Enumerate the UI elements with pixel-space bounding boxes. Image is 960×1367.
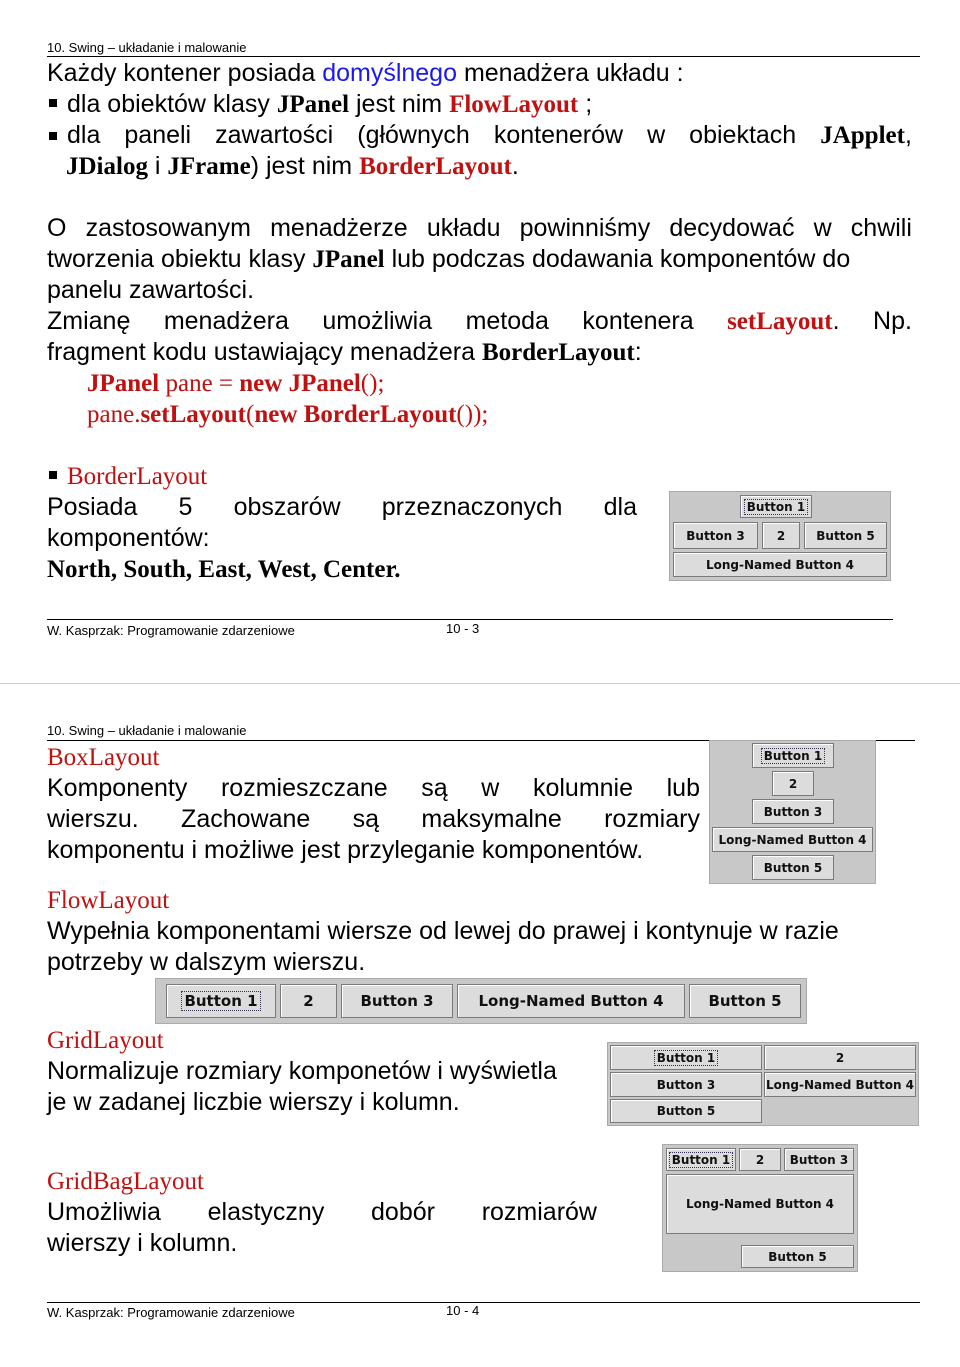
boxlayout-title: BoxLayout bbox=[47, 744, 160, 771]
code-token: ()); bbox=[456, 401, 489, 428]
text: . bbox=[832, 307, 840, 335]
para2-line1 bbox=[47, 306, 912, 337]
gridlayout-demo bbox=[607, 1042, 919, 1126]
text: i bbox=[147, 152, 168, 180]
gridlayout-title: GridLayout bbox=[47, 1027, 164, 1054]
class-name: JPanel bbox=[312, 246, 385, 273]
text: menadżera układu : bbox=[457, 59, 684, 87]
para1-line3: panelu zawartości. bbox=[47, 276, 255, 304]
text: tworzenia obiektu klasy bbox=[47, 245, 313, 273]
word: O bbox=[47, 214, 67, 242]
para2-line2 bbox=[47, 337, 642, 368]
word: dla bbox=[67, 121, 101, 149]
borderlayout-line2: komponentów: bbox=[47, 524, 210, 552]
gridbaglayout-demo bbox=[662, 1144, 858, 1272]
demo-button-4[interactable]: Long-Named Button 4 bbox=[764, 1072, 916, 1097]
text: jest nim bbox=[349, 90, 450, 118]
class-name: BorderLayout bbox=[481, 339, 635, 366]
class-name: JPanel bbox=[276, 91, 350, 118]
flowlayout-line2: potrzeby w dalszym wierszu. bbox=[47, 948, 366, 976]
borderlayout-heading bbox=[47, 461, 207, 492]
boxlayout-line2 bbox=[47, 804, 700, 835]
borderlayout-demo bbox=[669, 491, 891, 581]
demo-button-2[interactable]: 2 bbox=[762, 522, 800, 549]
text: ; bbox=[578, 90, 593, 118]
word: w bbox=[813, 214, 832, 242]
flowlayout-demo bbox=[155, 978, 807, 1024]
word: Zachowane bbox=[181, 805, 311, 833]
word: maksymalne bbox=[421, 805, 562, 833]
word: metoda bbox=[465, 307, 549, 335]
footer-author: W. Kasprzak: Programowanie zdarzeniowe bbox=[47, 1305, 295, 1320]
slide-header: 10. Swing – układanie i malowanie bbox=[47, 723, 247, 738]
word: umożliwia bbox=[322, 307, 433, 335]
demo-button-2[interactable]: 2 bbox=[739, 1148, 781, 1171]
demo-button-3[interactable]: Button 3 bbox=[341, 984, 453, 1018]
word: 5 bbox=[178, 493, 193, 521]
text: , bbox=[904, 121, 912, 149]
code-token: new JPanel bbox=[239, 370, 361, 397]
demo-button-4[interactable]: Long-Named Button 4 bbox=[712, 827, 873, 852]
bullet-icon bbox=[49, 471, 57, 479]
code-token: pane. bbox=[87, 401, 141, 428]
demo-button-2[interactable]: 2 bbox=[772, 771, 814, 796]
word: obszarów bbox=[233, 493, 341, 521]
footer-page-number: 10 - 4 bbox=[446, 1303, 480, 1318]
word: menadżerze bbox=[270, 214, 408, 242]
word: Np. bbox=[873, 307, 912, 335]
demo-button-1[interactable]: Button 1 bbox=[740, 495, 812, 518]
class-name: JDialog bbox=[66, 153, 148, 180]
word: zawartości bbox=[215, 121, 334, 149]
code-token: setLayout bbox=[140, 401, 247, 428]
class-name: JApplet bbox=[820, 122, 905, 149]
text: fragment kodu ustawiający menadżera bbox=[47, 338, 482, 366]
word: wierszu. bbox=[47, 805, 139, 833]
word: zastosowanym bbox=[85, 214, 251, 242]
text: . bbox=[511, 152, 519, 180]
demo-button-1[interactable]: Button 1 bbox=[666, 1148, 736, 1171]
footer-rule bbox=[47, 1302, 920, 1303]
para1-line2 bbox=[47, 244, 850, 275]
footer-author: W. Kasprzak: Programowanie zdarzeniowe bbox=[47, 623, 295, 638]
text: lub podczas dodawania komponentów do bbox=[384, 245, 851, 273]
demo-button-5[interactable]: Button 5 bbox=[689, 984, 801, 1018]
demo-button-3[interactable]: Button 3 bbox=[784, 1148, 854, 1171]
demo-button-5[interactable]: Button 5 bbox=[804, 522, 887, 549]
footer-rule bbox=[47, 619, 893, 620]
word: kontenerów bbox=[493, 121, 624, 149]
word: są bbox=[421, 774, 448, 802]
layout-name: FlowLayout bbox=[449, 91, 579, 118]
code-line-1 bbox=[87, 368, 384, 399]
bullet-content-panes bbox=[47, 120, 912, 151]
word: rozmiary bbox=[604, 805, 700, 833]
word: lub bbox=[666, 774, 700, 802]
borderlayout-regions: North, South, East, West, Center. bbox=[47, 556, 401, 583]
boxlayout-line3: komponentu i możliwe jest przyleganie komponentów. bbox=[47, 836, 644, 864]
demo-button-5[interactable]: Button 5 bbox=[741, 1245, 854, 1268]
word: rozmieszczane bbox=[220, 774, 388, 802]
demo-button-2[interactable]: 2 bbox=[280, 984, 337, 1018]
intro-line bbox=[47, 58, 684, 89]
word: kolumnie bbox=[532, 774, 634, 802]
gridlayout-line2: je w zadanej liczbie wierszy i kolumn. bbox=[47, 1088, 460, 1116]
demo-button-4[interactable]: Long-Named Button 4 bbox=[673, 552, 887, 577]
code-token: new BorderLayout bbox=[254, 401, 457, 428]
word: przeznaczonych bbox=[381, 493, 563, 521]
demo-button-5[interactable]: Button 5 bbox=[610, 1099, 762, 1123]
word: obiektach bbox=[689, 121, 797, 149]
word: paneli bbox=[124, 121, 192, 149]
flowlayout-title: FlowLayout bbox=[47, 887, 170, 914]
word: Zmianę bbox=[47, 307, 131, 335]
borderlayout-line1 bbox=[47, 492, 637, 523]
demo-button-5[interactable]: Button 5 bbox=[752, 855, 834, 880]
word: rozmiarów bbox=[481, 1198, 597, 1226]
word: menadżera bbox=[163, 307, 289, 335]
word: dla bbox=[603, 493, 637, 521]
word: decydować bbox=[669, 214, 795, 242]
demo-button-1[interactable]: Button 1 bbox=[166, 984, 276, 1018]
para1-line1 bbox=[47, 213, 912, 244]
code-token: ( bbox=[246, 401, 255, 428]
demo-button-3[interactable]: Button 3 bbox=[752, 799, 834, 824]
word: układu bbox=[426, 214, 501, 242]
section-title: BorderLayout bbox=[67, 463, 208, 490]
gridbaglayout-line1 bbox=[47, 1197, 597, 1228]
gridlayout-line1: Normalizuje rozmiary komponetów i wyświetla bbox=[47, 1057, 557, 1085]
text: ) jest nim bbox=[250, 152, 360, 180]
demo-button-2[interactable]: 2 bbox=[764, 1045, 916, 1070]
gridbaglayout-line2: wierszy i kolumn. bbox=[47, 1229, 238, 1257]
class-name: JFrame bbox=[167, 153, 251, 180]
word: w bbox=[647, 121, 666, 149]
word: Posiada bbox=[47, 493, 138, 521]
footer-page-number: 10 - 3 bbox=[446, 621, 480, 636]
demo-button-1[interactable]: Button 1 bbox=[610, 1045, 762, 1070]
code-line-2 bbox=[87, 399, 488, 430]
bullet-icon bbox=[49, 132, 57, 140]
word: są bbox=[352, 805, 380, 833]
keyword: domyślnego bbox=[322, 59, 457, 87]
bullet-jpanel bbox=[47, 89, 592, 120]
text: Każdy kontener posiada bbox=[47, 59, 323, 87]
demo-button-4[interactable]: Long-Named Button 4 bbox=[666, 1174, 854, 1234]
text: : bbox=[634, 338, 642, 366]
demo-button-3[interactable]: Button 3 bbox=[610, 1072, 762, 1097]
bullet-content-panes-cont bbox=[66, 151, 519, 182]
word: powinniśmy bbox=[519, 214, 651, 242]
demo-button-3[interactable]: Button 3 bbox=[673, 522, 758, 549]
bullet-icon bbox=[49, 99, 57, 107]
header-rule bbox=[47, 56, 920, 57]
word: w bbox=[481, 774, 500, 802]
word: elastyczny bbox=[207, 1198, 325, 1226]
word: dobór bbox=[371, 1198, 435, 1226]
method-name: setLayout bbox=[727, 308, 833, 335]
boxlayout-line1 bbox=[47, 773, 700, 804]
code-token: pane = bbox=[159, 370, 240, 397]
word: Komponenty bbox=[47, 774, 188, 802]
boxlayout-demo bbox=[709, 740, 876, 884]
demo-button-4[interactable]: Long-Named Button 4 bbox=[457, 984, 685, 1018]
slide-header: 10. Swing – układanie i malowanie bbox=[47, 40, 247, 55]
page-separator bbox=[0, 683, 960, 684]
flowlayout-line1: Wypełnia komponentami wiersze od lewej do prawej i kontynuje w razie bbox=[47, 917, 839, 945]
word: kontenera bbox=[582, 307, 694, 335]
word: Umożliwia bbox=[47, 1198, 161, 1226]
word: (głównych bbox=[357, 121, 470, 149]
demo-button-1[interactable]: Button 1 bbox=[752, 743, 834, 768]
code-token: JPanel bbox=[87, 370, 160, 397]
code-token: (); bbox=[360, 370, 385, 397]
word: chwili bbox=[850, 214, 912, 242]
text: dla obiektów klasy bbox=[67, 90, 277, 118]
layout-name: BorderLayout bbox=[359, 153, 512, 180]
gridbaglayout-title: GridBagLayout bbox=[47, 1168, 204, 1195]
